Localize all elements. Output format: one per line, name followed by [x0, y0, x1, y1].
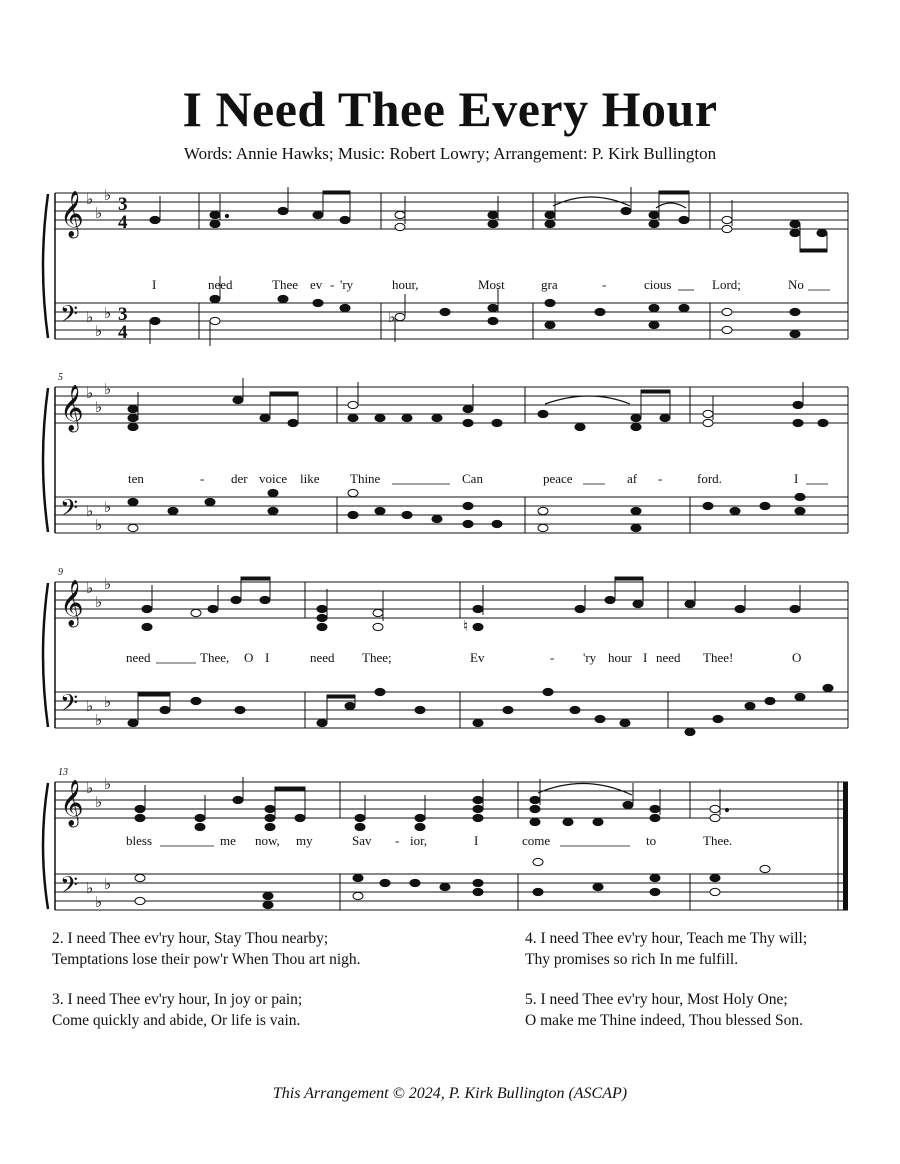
lyric-syllable: I: [265, 650, 270, 665]
lyric-syllable: Sav: [352, 833, 372, 848]
svg-text:♭: ♭: [86, 779, 94, 797]
svg-text:𝄢: 𝄢: [60, 300, 79, 333]
lyric-syllable: my: [296, 833, 313, 848]
lyric-syllable: -: [200, 471, 205, 486]
svg-text:♭: ♭: [104, 775, 112, 793]
lyric-syllable: -: [395, 833, 400, 848]
svg-text:♭: ♭: [95, 516, 103, 534]
svg-text:𝄢: 𝄢: [60, 871, 79, 904]
lyric-syllable: bless: [126, 833, 152, 848]
lyric-syllable: Thee,: [200, 650, 230, 665]
svg-text:4: 4: [118, 212, 128, 233]
svg-text:♭: ♭: [95, 711, 103, 729]
svg-text:𝄞: 𝄞: [60, 385, 84, 431]
lyric-syllable: O: [792, 650, 802, 665]
lyric-syllable: -: [658, 471, 663, 486]
verse-line: Temptations lose their pow'r When Thou art nigh.: [52, 951, 361, 968]
lyric-syllable: peace: [543, 471, 573, 486]
svg-text:♭: ♭: [86, 879, 94, 897]
lyric-syllable: 'ry: [340, 277, 354, 292]
lyric-syllable: I: [474, 833, 479, 848]
lyric-syllable: -: [330, 277, 335, 292]
svg-text:♭: ♭: [104, 304, 112, 322]
music-system-1: [0, 186, 900, 356]
svg-text:♭: ♭: [95, 204, 103, 222]
verse-5: [525, 989, 807, 1031]
lyrics-line: [128, 471, 828, 486]
lyric-syllable: Most: [478, 277, 505, 292]
svg-text:4: 4: [118, 322, 128, 343]
verse-2: [52, 928, 361, 970]
svg-text:♭: ♭: [95, 398, 103, 416]
lyrics-line: [152, 277, 830, 292]
svg-text:♭: ♭: [95, 593, 103, 611]
lyric-syllable: Thee!: [703, 650, 734, 665]
svg-text:♭: ♭: [95, 322, 103, 340]
verse-line: O make me Thine indeed, Thou blessed Son.: [525, 1012, 803, 1029]
lyric-syllable: I: [794, 471, 799, 486]
svg-text:♭: ♭: [104, 186, 112, 204]
verse-line: Thy promises so rich In me fulfill.: [525, 951, 739, 968]
staff-system: [0, 186, 900, 356]
lyric-syllable: gra: [541, 277, 558, 292]
lyrics-line: [126, 833, 732, 848]
svg-text:♭: ♭: [104, 575, 112, 593]
svg-text:♭: ♭: [86, 579, 94, 597]
lyric-syllable: need: [208, 277, 233, 292]
lyric-syllable: voice: [259, 471, 288, 486]
lyric-syllable: Thee: [272, 277, 298, 292]
svg-text:♮: ♮: [463, 617, 469, 635]
verse-line: Come quickly and abide, Or life is vain.: [52, 1012, 301, 1029]
svg-text:♭: ♭: [86, 502, 94, 520]
verse-line: 5. I need Thee ev'ry hour, Most Holy One;: [525, 991, 788, 1008]
verse-3: [52, 989, 361, 1031]
svg-text:𝄢: 𝄢: [60, 689, 79, 722]
verses-right-column: [525, 928, 807, 1050]
lyric-syllable: ten: [128, 471, 144, 486]
music-system-3: [0, 567, 900, 745]
svg-text:♭: ♭: [104, 498, 112, 516]
music-system-2: [0, 372, 900, 550]
svg-text:♭: ♭: [86, 697, 94, 715]
svg-text:♭: ♭: [86, 308, 94, 326]
svg-text:♭: ♭: [86, 190, 94, 208]
staff-system: [0, 765, 900, 935]
svg-text:𝄞: 𝄞: [60, 191, 84, 237]
lyric-syllable: af: [627, 471, 638, 486]
lyric-syllable: to: [646, 833, 657, 848]
lyric-syllable: come: [522, 833, 551, 848]
lyric-syllable: -: [550, 650, 555, 665]
svg-text:♭: ♭: [104, 380, 112, 398]
svg-text:♭: ♭: [388, 308, 396, 326]
lyric-syllable: der: [231, 471, 248, 486]
lyric-syllable: like: [300, 471, 320, 486]
credits-line: Words: Annie Hawks; Music: Robert Lowry; Arrangement: P. Kirk Bullington: [183, 144, 717, 163]
svg-text:♭: ♭: [104, 693, 112, 711]
lyric-syllable: Thee;: [362, 650, 392, 665]
verse-line: 3. I need Thee ev'ry hour, In joy or pain;: [52, 991, 303, 1008]
music-system-4: [0, 765, 900, 935]
lyric-syllable: I: [152, 277, 157, 292]
svg-text:♭: ♭: [95, 793, 103, 811]
measure-number: 9: [58, 567, 63, 578]
lyric-syllable: need: [126, 650, 151, 665]
lyric-syllable: ford.: [697, 471, 722, 486]
page-title: I Need Thee Every Hour: [182, 81, 718, 137]
verses-left-column: [52, 928, 361, 1050]
lyric-syllable: need: [310, 650, 335, 665]
svg-text:♭: ♭: [86, 384, 94, 402]
lyric-syllable: Thee.: [703, 833, 733, 848]
svg-text:♭: ♭: [95, 893, 103, 911]
svg-text:3: 3: [118, 194, 128, 215]
svg-text:𝄞: 𝄞: [60, 780, 84, 826]
lyric-syllable: O: [244, 650, 254, 665]
lyric-syllable: cious: [644, 277, 672, 292]
lyric-syllable: Lord;: [712, 277, 741, 292]
verse-4: [525, 928, 807, 970]
copyright-footer: This Arrangement © 2024, P. Kirk Bullington (ASCAP): [272, 1085, 628, 1102]
lyric-syllable: hour: [608, 650, 632, 665]
measure-number: 13: [58, 767, 68, 778]
lyric-syllable: ior,: [410, 833, 428, 848]
svg-text:𝄢: 𝄢: [60, 494, 79, 527]
lyric-syllable: hour,: [392, 277, 419, 292]
lyric-syllable: Ev: [470, 650, 485, 665]
staff-system: [0, 372, 900, 550]
svg-text:3: 3: [118, 304, 128, 325]
verse-line: 2. I need Thee ev'ry hour, Stay Thou nearby;: [52, 930, 329, 947]
staff-system: [0, 567, 900, 745]
svg-text:𝄞: 𝄞: [60, 580, 84, 626]
lyric-syllable: Thine: [350, 471, 381, 486]
lyrics-line: [126, 650, 801, 665]
measure-number: 5: [58, 372, 63, 383]
lyric-syllable: Can: [462, 471, 483, 486]
lyric-syllable: No: [788, 277, 804, 292]
lyric-syllable: need: [656, 650, 681, 665]
svg-text:♭: ♭: [104, 875, 112, 893]
lyric-syllable: ev: [310, 277, 323, 292]
lyric-syllable: I: [643, 650, 648, 665]
lyric-syllable: me: [220, 833, 236, 848]
verse-line: 4. I need Thee ev'ry hour, Teach me Thy will;: [525, 930, 808, 947]
lyric-syllable: 'ry: [583, 650, 597, 665]
lyric-syllable: -: [602, 277, 607, 292]
lyric-syllable: now,: [255, 833, 280, 848]
